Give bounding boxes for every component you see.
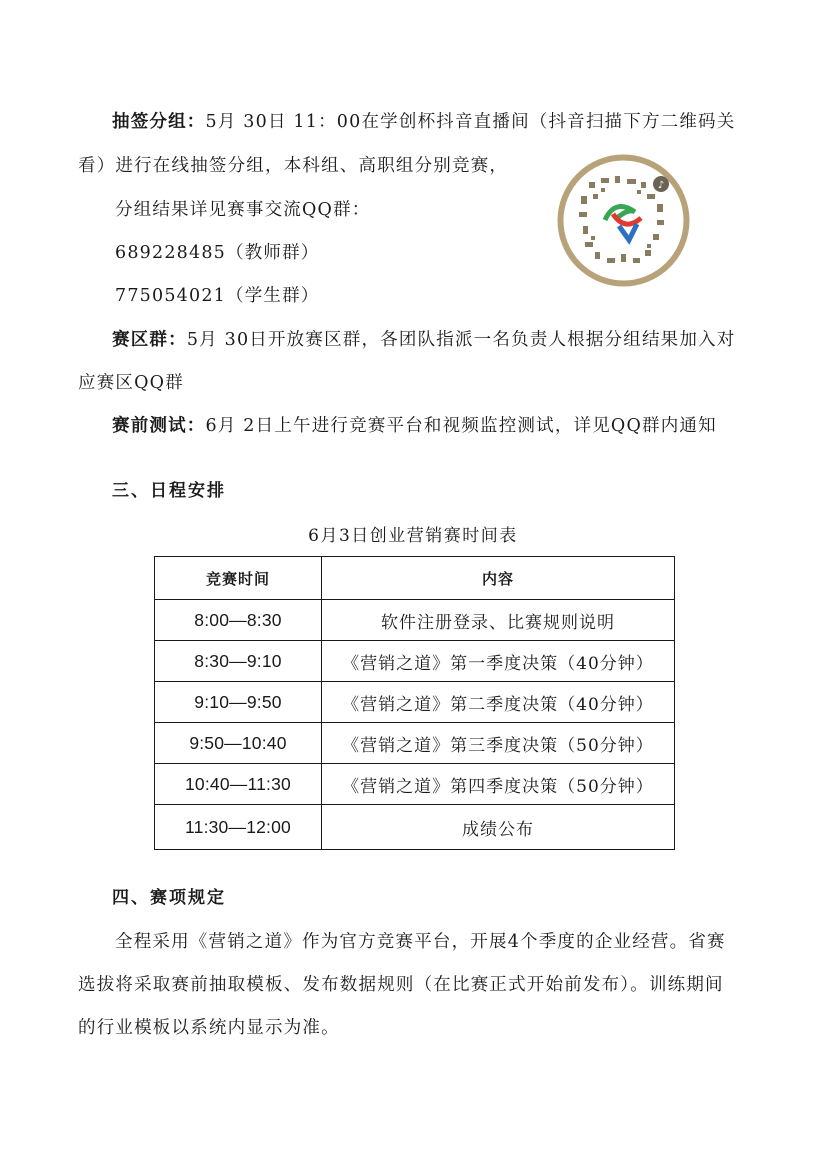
table-row bbox=[155, 600, 675, 641]
header-content: 内容 bbox=[322, 557, 675, 600]
section4-line1: 全程采用《营销之道》作为官方竞赛平台，开展4个季度的企业经营。省赛 bbox=[115, 932, 726, 952]
row-content: 成绩公布 bbox=[322, 805, 675, 850]
row-time: 11:30—12:00 bbox=[155, 805, 322, 850]
row-content: 软件注册登录、比赛规则说明 bbox=[322, 600, 675, 641]
table-row bbox=[155, 764, 675, 805]
table-header-row bbox=[155, 557, 675, 600]
region-paragraph-line2: 应赛区QQ群 bbox=[78, 373, 184, 393]
region-text-1: 5月 30日开放赛区群，各团队指派一名负责人根据分组结果加入对 bbox=[186, 330, 736, 350]
pretest-paragraph bbox=[112, 414, 717, 438]
draw-paragraph-line2: 看）进行在线抽签分组，本科组、高职组分别竞赛， bbox=[78, 156, 509, 176]
schedule-table bbox=[154, 556, 675, 850]
schedule-caption: 6月3日创业营销赛时间表 bbox=[308, 526, 518, 546]
row-time: 8:30—9:10 bbox=[155, 641, 322, 682]
section4-title: 四、赛项规定 bbox=[112, 888, 226, 908]
student-group: 775054021（学生群） bbox=[115, 286, 320, 306]
draw-paragraph-line1 bbox=[112, 110, 735, 134]
draw-paragraph-line3: 分组结果详见赛事交流QQ群： bbox=[115, 200, 371, 220]
section3-title: 三、日程安排 bbox=[112, 481, 226, 501]
table-row bbox=[155, 805, 675, 850]
section4-line2: 选拔将采取赛前抽取模板、发布数据规则（在比赛正式开始前发布）。训练期间 bbox=[78, 975, 724, 995]
row-time: 8:00—8:30 bbox=[155, 600, 322, 641]
section4-line3: 的行业模板以系统内显示为准。 bbox=[78, 1018, 340, 1038]
row-content: 《营销之道》第二季度决策（40分钟） bbox=[322, 682, 675, 723]
header-time: 竞赛时间 bbox=[155, 557, 322, 600]
table-row bbox=[155, 641, 675, 682]
qr-code-icon bbox=[557, 154, 690, 287]
row-content: 《营销之道》第一季度决策（40分钟） bbox=[322, 641, 675, 682]
draw-text-1: 5月 30日 11：00在学创杯抖音直播间（抖音扫描下方二维码关 bbox=[205, 112, 736, 132]
row-time: 10:40—11:30 bbox=[155, 764, 322, 805]
pretest-label: 赛前测试： bbox=[112, 416, 206, 436]
draw-label: 抽签分组： bbox=[112, 112, 206, 132]
row-time: 9:10—9:50 bbox=[155, 682, 322, 723]
svg-text:♪: ♪ bbox=[657, 180, 665, 191]
region-label: 赛区群： bbox=[112, 330, 187, 350]
table-row bbox=[155, 682, 675, 723]
row-time: 9:50—10:40 bbox=[155, 723, 322, 764]
row-content: 《营销之道》第四季度决策（50分钟） bbox=[322, 764, 675, 805]
row-content: 《营销之道》第三季度决策（50分钟） bbox=[322, 723, 675, 764]
pretest-text-1: 6月 2日上午进行竞赛平台和视频监控测试，详见QQ群内通知 bbox=[205, 416, 717, 436]
table-row bbox=[155, 723, 675, 764]
teacher-group: 689228485（教师群） bbox=[115, 243, 320, 263]
region-paragraph-line1 bbox=[112, 328, 735, 352]
